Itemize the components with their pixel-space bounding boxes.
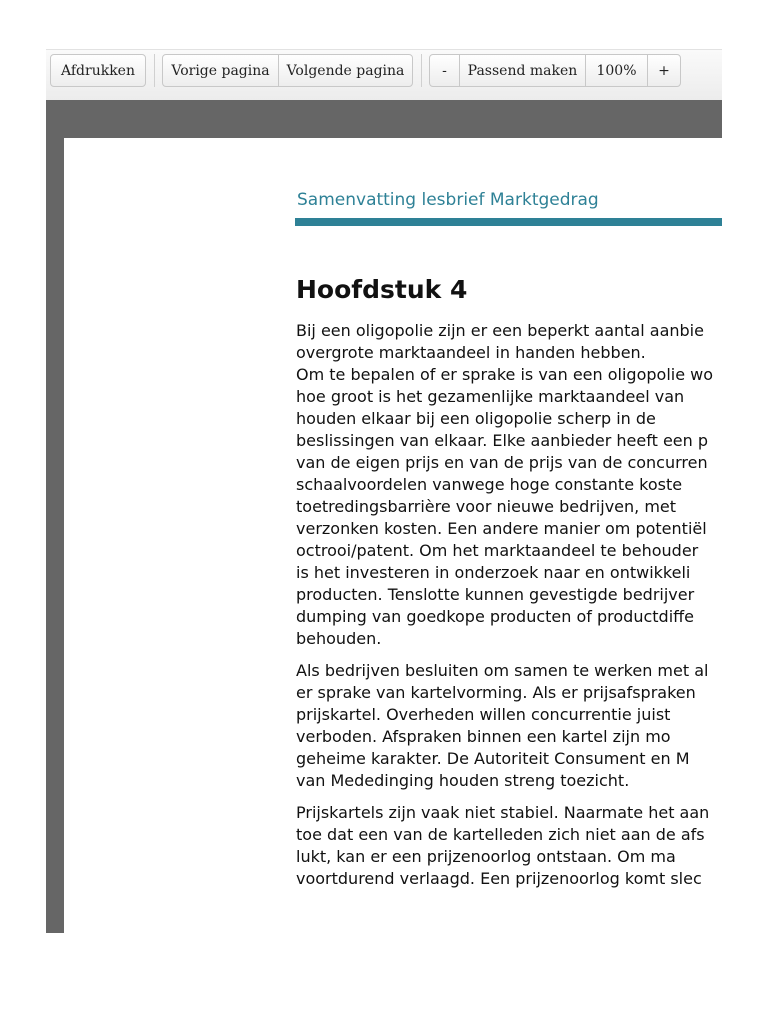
zoom-in-button[interactable]: + xyxy=(647,54,681,87)
next-page-button[interactable]: Volgende pagina xyxy=(278,54,413,87)
text-line: van Mededinging houden streng toezicht. xyxy=(296,771,630,790)
running-header: Samenvatting lesbrief Marktgedrag xyxy=(297,190,599,210)
paragraph xyxy=(296,802,722,890)
text-line: geheime karakter. De Autoriteit Consument en M xyxy=(296,749,690,768)
text-line: schaalvoordelen vanwege hoge constante koste xyxy=(296,475,683,494)
body-text xyxy=(296,320,722,890)
text-line: Om te bepalen of er sprake is van een oligopolie wo xyxy=(296,365,714,384)
text-line: van de eigen prijs en van de prijs van de concurren xyxy=(296,453,708,472)
text-line: is het investeren in onderzoek naar en ontwikkeli xyxy=(296,563,691,582)
text-line: beslissingen van elkaar. Elke aanbieder heeft een p xyxy=(296,431,709,450)
print-button[interactable]: Afdrukken xyxy=(50,54,146,87)
document-viewport[interactable] xyxy=(46,100,722,933)
text-line: verzonken kosten. Een andere manier om potentiël xyxy=(296,519,707,538)
text-line: voortdurend verlaagd. Een prijzenoorlog komt slec xyxy=(296,869,702,888)
text-line: houden elkaar bij een oligopolie scherp in de xyxy=(296,409,656,428)
zoom-level-display[interactable]: 100% xyxy=(585,54,648,87)
text-line: lukt, kan er een prijzenoorlog ontstaan. Om ma xyxy=(296,847,676,866)
text-line: Prijskartels zijn vaak niet stabiel. Naarmate het aan xyxy=(296,803,710,822)
paragraph-gap xyxy=(296,650,722,660)
chapter-title: Hoofdstuk 4 xyxy=(296,275,468,304)
text-line: Als bedrijven besluiten om samen te werken met al xyxy=(296,661,709,680)
text-line: hoe groot is het gezamenlijke marktaandeel van xyxy=(296,387,685,406)
pdf-toolbar xyxy=(46,49,722,102)
text-line: toetredingsbarrière voor nieuwe bedrijven, met xyxy=(296,497,677,516)
text-line: dumping van goedkope producten of productdiffe xyxy=(296,607,695,626)
text-line: overgrote marktaandeel in handen hebben. xyxy=(296,343,646,362)
header-rule xyxy=(295,218,722,226)
text-line: Bij een oligopolie zijn er een beperkt aantal aanbie xyxy=(296,321,704,340)
previous-page-button[interactable]: Vorige pagina xyxy=(162,54,279,87)
document-page xyxy=(64,138,722,933)
paragraph xyxy=(296,320,722,650)
text-line: prijskartel. Overheden willen concurrentie juist xyxy=(296,705,671,724)
paragraph xyxy=(296,660,722,792)
text-line: verboden. Afspraken binnen een kartel zijn mo xyxy=(296,727,671,746)
text-line: er sprake van kartelvorming. Als er prijsafspraken xyxy=(296,683,696,702)
paragraph-gap xyxy=(296,792,722,802)
text-line: producten. Tenslotte kunnen gevestigde bedrijver xyxy=(296,585,695,604)
fit-page-button[interactable]: Passend maken xyxy=(459,54,586,87)
text-line: toe dat een van de kartelleden zich niet aan de afs xyxy=(296,825,705,844)
toolbar-divider xyxy=(421,54,422,87)
zoom-out-button[interactable]: - xyxy=(429,54,460,87)
toolbar-divider xyxy=(154,54,155,87)
text-line: octrooi/patent. Om het marktaandeel te behouder xyxy=(296,541,699,560)
text-line: behouden. xyxy=(296,629,382,648)
